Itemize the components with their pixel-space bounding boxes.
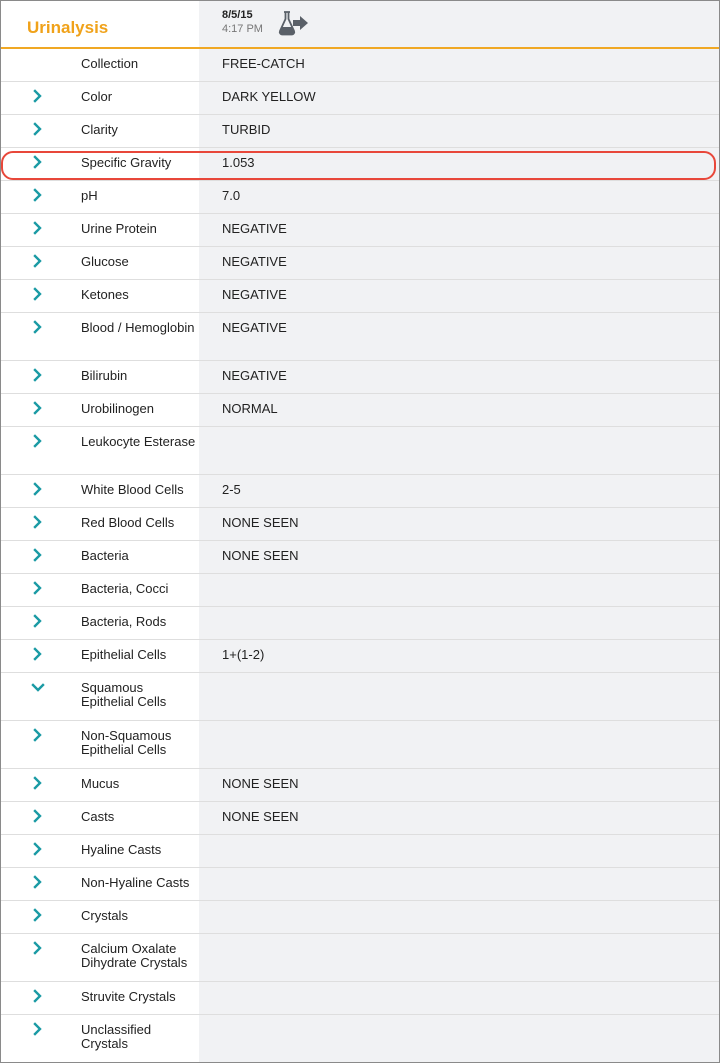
chevron-right-icon[interactable]: [30, 367, 46, 383]
result-row[interactable]: [1, 280, 719, 313]
chevron-right-icon[interactable]: [30, 727, 46, 743]
result-label: Leukocyte Esterase: [81, 434, 196, 449]
chevron-right-icon[interactable]: [30, 547, 46, 563]
result-label: Calcium Oxalate Dihydrate Crystals: [81, 941, 188, 970]
result-row[interactable]: [1, 982, 719, 1015]
result-label: Non-Squamous Epithelial Cells: [81, 728, 172, 757]
result-value: 7.0: [222, 188, 241, 203]
result-label: Urobilinogen: [81, 401, 154, 416]
chevron-right-icon[interactable]: [30, 841, 46, 857]
result-value: NONE SEEN: [222, 548, 299, 563]
result-value: TURBID: [222, 122, 271, 137]
result-value: 1+(1-2): [222, 647, 265, 662]
results-list: [1, 49, 719, 1063]
lab-flask-share-icon[interactable]: [277, 9, 309, 39]
result-value: FREE-CATCH: [222, 56, 305, 71]
result-row[interactable]: [1, 115, 719, 148]
result-row[interactable]: [1, 1015, 719, 1063]
result-label: Mucus: [81, 776, 120, 791]
chevron-right-icon[interactable]: [30, 400, 46, 416]
result-label: Struvite Crystals: [81, 989, 176, 1004]
chevron-right-icon[interactable]: [30, 220, 46, 236]
chevron-right-icon[interactable]: [30, 1021, 46, 1037]
result-row[interactable]: [1, 901, 719, 934]
result-label: Color: [81, 89, 113, 104]
result-row[interactable]: [1, 673, 719, 721]
chevron-down-icon[interactable]: [30, 679, 46, 695]
chevron-right-icon[interactable]: [30, 775, 46, 791]
panel-title: Urinalysis: [27, 18, 109, 37]
result-value: 2-5: [222, 482, 241, 497]
chevron-right-icon[interactable]: [30, 988, 46, 1004]
result-label: Glucose: [81, 254, 129, 269]
result-value: NONE SEEN: [222, 776, 299, 791]
result-row[interactable]: [1, 394, 719, 427]
result-row[interactable]: [1, 934, 719, 982]
chevron-right-icon[interactable]: [30, 253, 46, 269]
result-value: NEGATIVE: [222, 287, 287, 302]
result-label: Bacteria, Cocci: [81, 581, 169, 596]
result-value: NONE SEEN: [222, 809, 299, 824]
chevron-right-icon[interactable]: [30, 808, 46, 824]
result-row[interactable]: [1, 835, 719, 868]
result-row[interactable]: [1, 247, 719, 280]
chevron-right-icon[interactable]: [30, 187, 46, 203]
result-row[interactable]: [1, 427, 719, 475]
result-label: Bilirubin: [81, 368, 128, 383]
result-row[interactable]: [1, 508, 719, 541]
chevron-right-icon[interactable]: [30, 874, 46, 890]
result-label: Unclassified Crystals: [81, 1022, 152, 1051]
chevron-right-icon[interactable]: [30, 433, 46, 449]
chevron-right-icon[interactable]: [30, 514, 46, 530]
result-label: Squamous Epithelial Cells: [81, 680, 167, 709]
result-row[interactable]: [1, 868, 719, 901]
result-label: pH: [81, 188, 98, 203]
result-value: 1.053: [222, 155, 255, 170]
chevron-right-icon[interactable]: [30, 613, 46, 629]
result-row[interactable]: [1, 82, 719, 115]
result-row[interactable]: [1, 214, 719, 247]
result-label: Casts: [81, 809, 115, 824]
result-row[interactable]: [1, 769, 719, 802]
chevron-right-icon[interactable]: [30, 121, 46, 137]
result-label: Specific Gravity: [81, 155, 172, 170]
result-row[interactable]: [1, 640, 719, 673]
result-value: DARK YELLOW: [222, 89, 316, 104]
result-label: Red Blood Cells: [81, 515, 175, 530]
result-row[interactable]: [1, 721, 719, 769]
chevron-right-icon[interactable]: [30, 646, 46, 662]
result-value: NORMAL: [222, 401, 278, 416]
result-row[interactable]: [1, 148, 719, 181]
result-label: Crystals: [81, 908, 128, 923]
result-row[interactable]: [1, 361, 719, 394]
result-row[interactable]: [1, 574, 719, 607]
result-value: NEGATIVE: [222, 254, 287, 269]
result-value: NEGATIVE: [222, 221, 287, 236]
result-label: White Blood Cells: [81, 482, 184, 497]
result-row[interactable]: [1, 181, 719, 214]
chevron-right-icon[interactable]: [30, 580, 46, 596]
chevron-right-icon[interactable]: [30, 319, 46, 335]
panel-header: [1, 1, 719, 49]
result-label: Urine Protein: [81, 221, 157, 236]
result-value: NEGATIVE: [222, 320, 287, 335]
result-row[interactable]: [1, 475, 719, 508]
chevron-right-icon[interactable]: [30, 88, 46, 104]
result-label: Bacteria, Rods: [81, 614, 167, 629]
result-label: Blood / Hemoglobin: [81, 320, 195, 335]
chevron-right-icon[interactable]: [30, 907, 46, 923]
chevron-right-icon[interactable]: [30, 940, 46, 956]
result-label: Epithelial Cells: [81, 647, 167, 662]
result-label: Collection: [81, 56, 139, 71]
result-row[interactable]: [1, 313, 719, 361]
chevron-right-icon[interactable]: [30, 154, 46, 170]
result-row: [1, 49, 719, 82]
chevron-right-icon[interactable]: [30, 481, 46, 497]
result-row[interactable]: [1, 541, 719, 574]
result-row[interactable]: [1, 802, 719, 835]
result-label: Bacteria: [81, 548, 129, 563]
result-time: 4:17 PM: [222, 23, 263, 35]
result-label: Non-Hyaline Casts: [81, 875, 190, 890]
result-label: Ketones: [81, 287, 129, 302]
result-label: Hyaline Casts: [81, 842, 162, 857]
result-row[interactable]: [1, 607, 719, 640]
result-value: NEGATIVE: [222, 368, 287, 383]
result-label: Clarity: [81, 122, 118, 137]
chevron-right-icon[interactable]: [30, 286, 46, 302]
result-value: NONE SEEN: [222, 515, 299, 530]
result-date: 8/5/15: [222, 9, 253, 21]
